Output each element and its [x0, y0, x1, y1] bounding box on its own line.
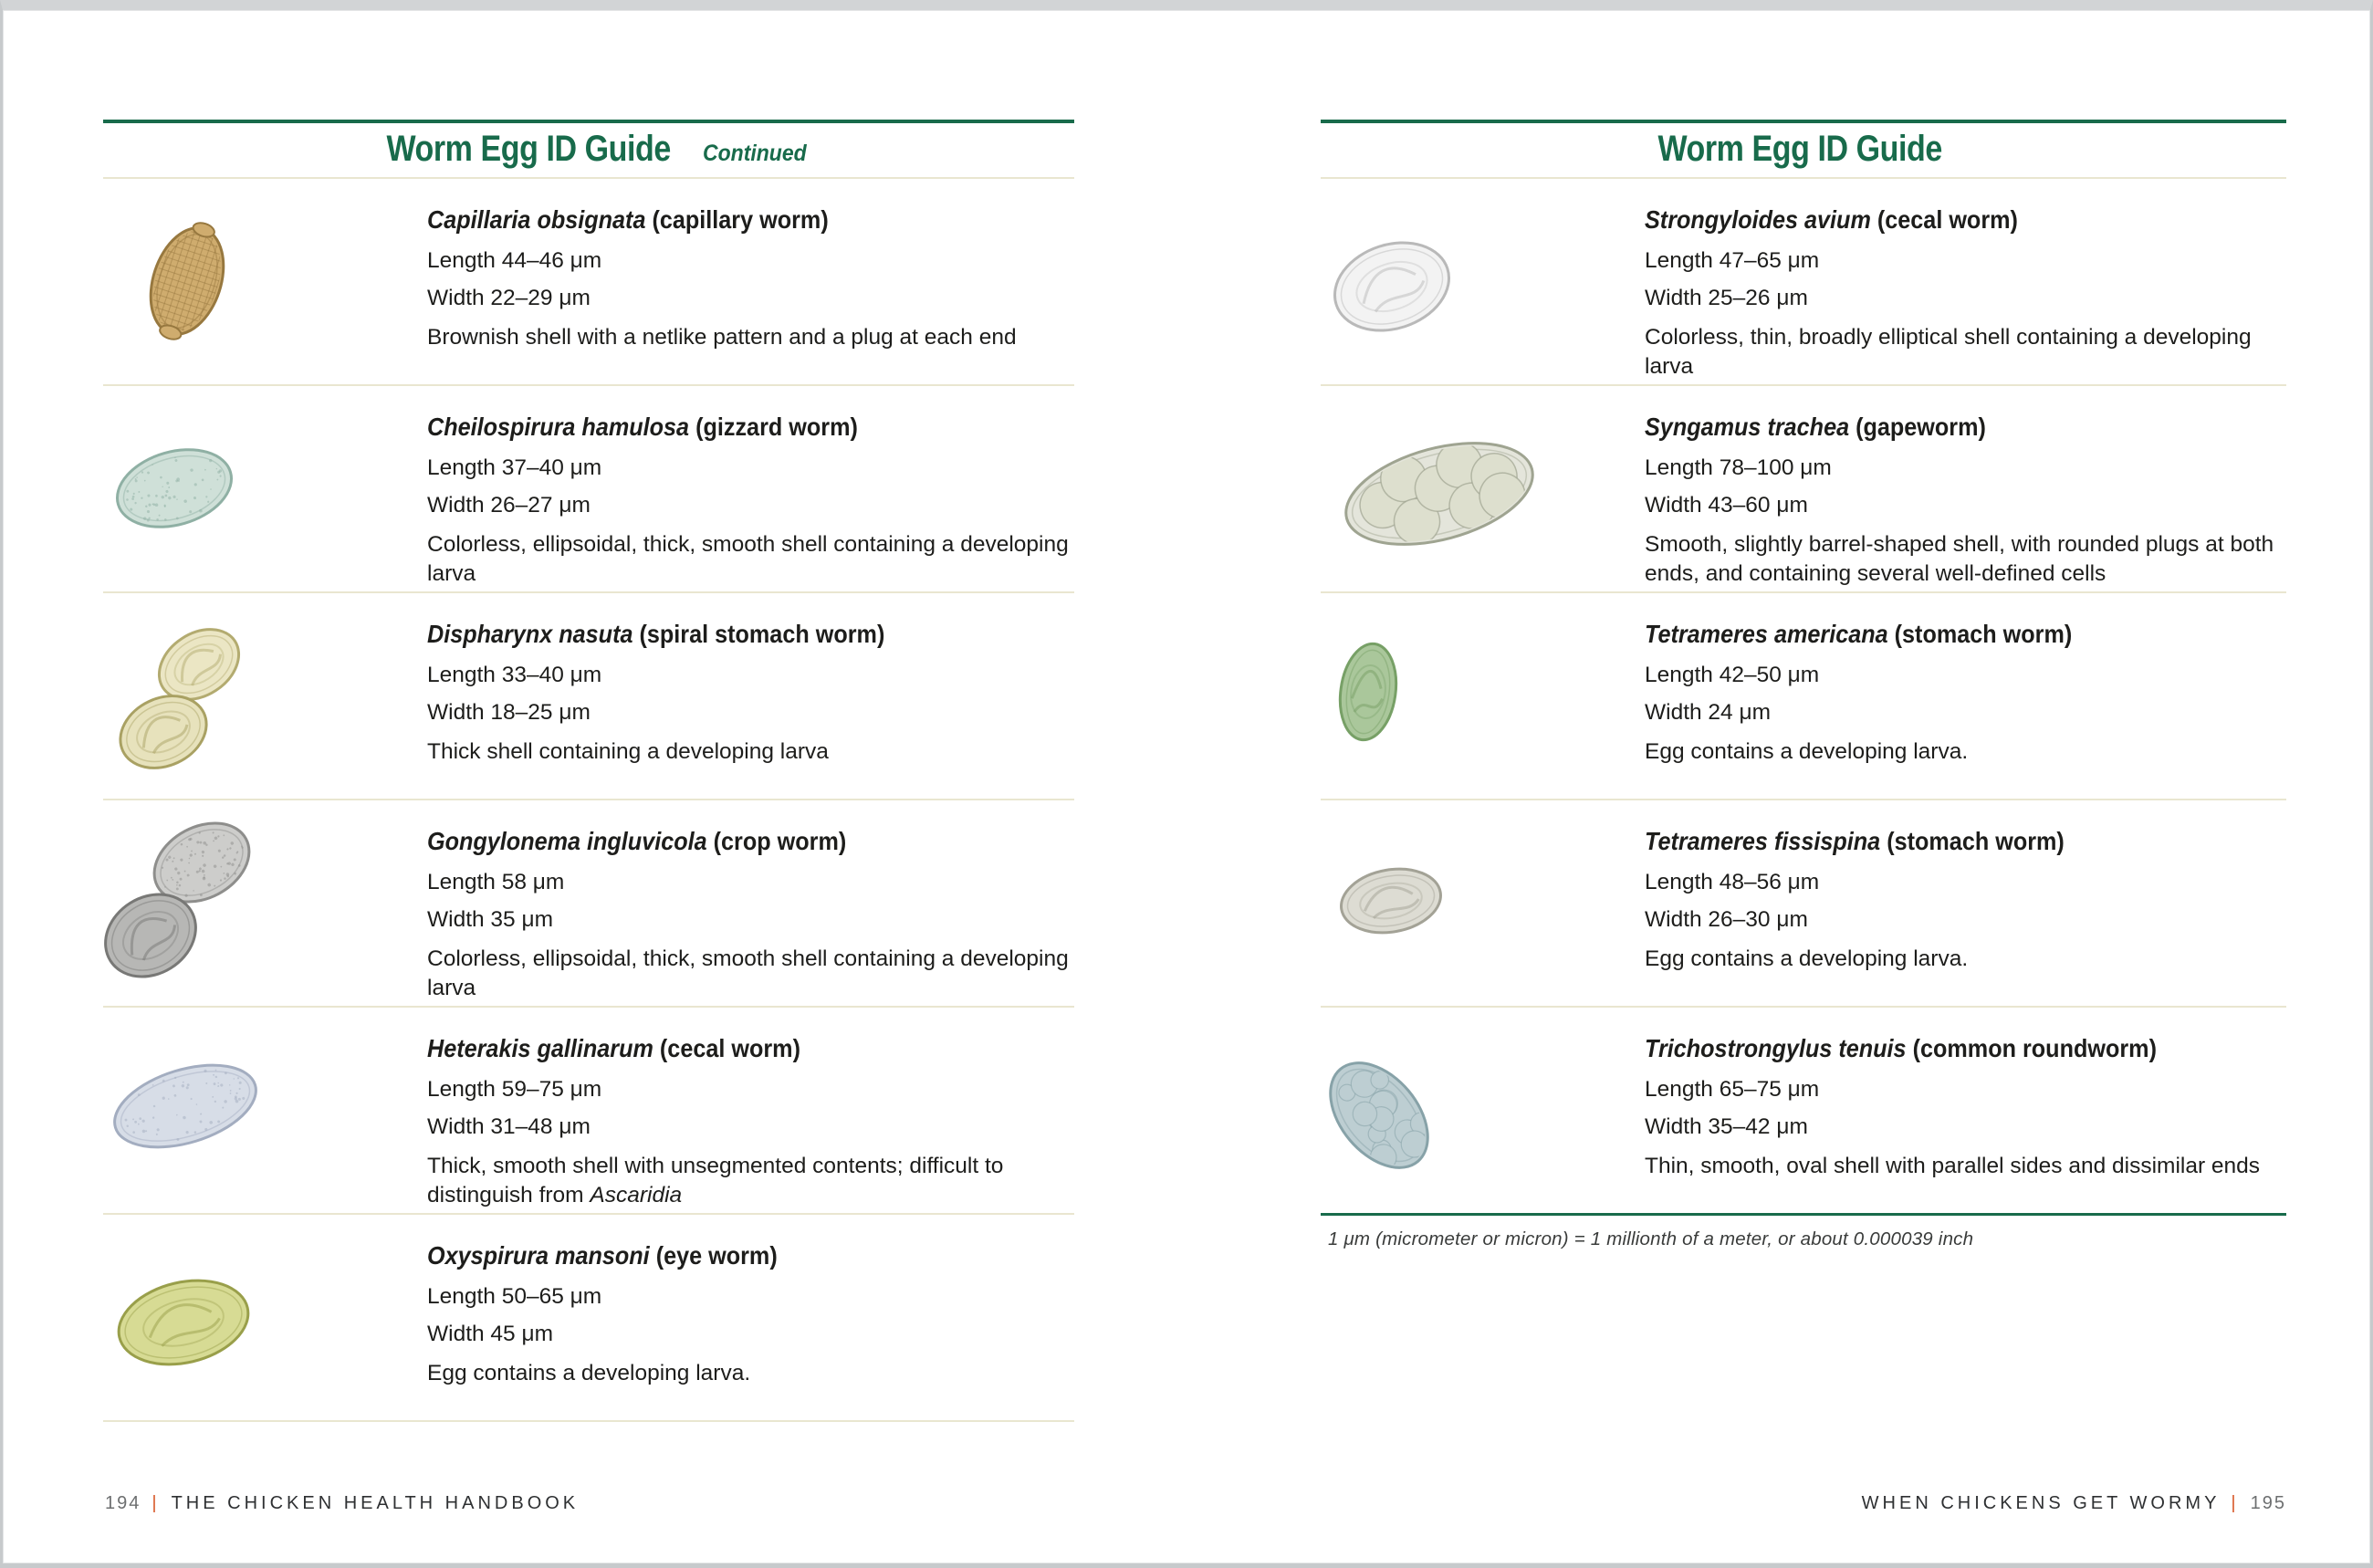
width-text: Width 26–30 μm [1645, 906, 1808, 932]
description-main: Colorless, thin, broadly elliptical shell containing a developing larva [1645, 325, 2252, 380]
entry-row [103, 1008, 1074, 1215]
width-text: Width 22–29 μm [427, 285, 591, 310]
description-text [427, 945, 1072, 1003]
entry-title [1645, 621, 2222, 649]
length-text: Length 33–40 μm [427, 662, 602, 687]
entry-title [427, 621, 1009, 649]
common-name: (capillary worm) [645, 205, 829, 234]
width-text: Width 25–26 μm [1645, 285, 1808, 310]
egg-illustration [1321, 179, 1645, 384]
common-name: (stomach worm) [1887, 620, 2073, 648]
entry-title [427, 1242, 1009, 1270]
egg-column [103, 386, 427, 591]
entry-text [427, 386, 1074, 591]
description-text [427, 737, 1072, 767]
entry-title [427, 206, 1009, 235]
common-name: (common roundworm) [1906, 1034, 2157, 1062]
common-name: (gapeworm) [1849, 413, 1986, 441]
species-name: Dispharynx nasuta [427, 620, 633, 648]
length-text: Length 48–56 μm [1645, 869, 1820, 894]
egg-illustration [103, 593, 427, 799]
left-page-header [103, 120, 1074, 179]
description-text [1645, 737, 2286, 767]
species-name: Tetrameres fissispina [1645, 827, 1881, 855]
length-text: Length 42–50 μm [1645, 662, 1820, 687]
entry-row [103, 179, 1074, 386]
width-text: Width 26–27 μm [427, 492, 591, 517]
entry-row [1321, 179, 2286, 386]
species-name: Strongyloides avium [1645, 205, 1871, 234]
footer-separator: | [152, 1493, 161, 1513]
entry-title [427, 1035, 1009, 1063]
description-text [427, 1152, 1072, 1210]
egg-illustration [103, 386, 427, 591]
egg-illustration [103, 179, 427, 384]
width-text: Width 45 μm [427, 1321, 554, 1346]
egg-column [1321, 179, 1645, 384]
description-main: Thick shell containing a developing larva [427, 739, 829, 765]
length-text: Length 59–75 μm [427, 1076, 602, 1102]
left-entries-list [103, 179, 1074, 1422]
left-page [103, 120, 1074, 1422]
micron-footnote: 1 μm (micrometer or micron) = 1 millionth of a meter, or about 0.000039 inch [1328, 1228, 1974, 1249]
description-text [427, 530, 1072, 589]
entry-text [1645, 386, 2286, 591]
chapter-title: WHEN CHICKENS GET WORMY [1861, 1493, 2221, 1513]
egg-illustration [103, 1215, 427, 1420]
description-main: Thin, smooth, oval shell with parallel sides and dissimilar ends [1645, 1154, 2261, 1179]
right-page-number: 195 [2250, 1493, 2286, 1513]
description-main: Colorless, ellipsoidal, thick, smooth shell containing a developing larva [427, 946, 1069, 1001]
length-text: Length 78–100 μm [1645, 455, 1832, 480]
description-main: Colorless, ellipsoidal, thick, smooth shell containing a developing larva [427, 532, 1069, 587]
entry-text [1645, 593, 2286, 799]
right-page [1321, 120, 2286, 1250]
common-name: (stomach worm) [1880, 827, 2065, 855]
egg-column [103, 593, 427, 799]
egg-column [1321, 800, 1645, 1006]
species-name: Syngamus trachea [1645, 413, 1850, 441]
description-text [427, 1359, 1072, 1388]
egg-illustration [1321, 1008, 1645, 1213]
common-name: (gizzard worm) [689, 413, 858, 441]
entry-text [427, 1215, 1074, 1420]
width-text: Width 43–60 μm [1645, 492, 1808, 517]
egg-column [1321, 593, 1645, 799]
width-text: Width 35–42 μm [1645, 1113, 1808, 1139]
left-page-footer [105, 1493, 579, 1514]
entry-row [103, 593, 1074, 800]
description-text [1645, 1152, 2286, 1181]
common-name: (crop worm) [706, 827, 847, 855]
entry-title [427, 828, 1009, 856]
width-text: Width 24 μm [1645, 699, 1772, 725]
common-name: (cecal worm) [653, 1034, 800, 1062]
description-text [1645, 945, 2286, 974]
egg-illustration [103, 1008, 427, 1213]
description-text [1645, 323, 2286, 382]
species-name: Gongylonema ingluvicola [427, 827, 707, 855]
egg-illustration [1321, 800, 1645, 1006]
width-text: Width 35 μm [427, 906, 554, 932]
description-text [1645, 530, 2286, 589]
entry-text [427, 179, 1074, 384]
egg-column [1321, 1008, 1645, 1213]
species-name: Cheilospirura hamulosa [427, 413, 690, 441]
egg-column [103, 1008, 427, 1213]
entry-row [103, 1215, 1074, 1422]
entry-row [103, 386, 1074, 593]
width-text: Width 31–48 μm [427, 1113, 591, 1139]
species-name: Tetrameres americana [1645, 620, 1888, 648]
egg-illustration [103, 800, 427, 1006]
length-text: Length 50–65 μm [427, 1283, 602, 1309]
description-italic: Ascaridia [590, 1183, 683, 1208]
entry-text [1645, 179, 2286, 384]
length-text: Length 47–65 μm [1645, 247, 1820, 273]
description-text [427, 323, 1072, 352]
description-main: Brownish shell with a netlike pattern and a plug at each end [427, 325, 1017, 350]
entry-row [1321, 593, 2286, 800]
entry-text [1645, 800, 2286, 1006]
egg-column [103, 179, 427, 384]
footer-separator: | [2231, 1493, 2240, 1513]
description-main: Egg contains a developing larva. [427, 1361, 751, 1386]
right-page-header [1321, 120, 2286, 179]
entry-text [427, 593, 1074, 799]
length-text: Length 58 μm [427, 869, 565, 894]
length-text: Length 44–46 μm [427, 247, 602, 273]
entry-row [1321, 386, 2286, 593]
species-name: Trichostrongylus tenuis [1645, 1034, 1907, 1062]
book-title: THE CHICKEN HEALTH HANDBOOK [171, 1493, 580, 1513]
guide-title: Worm Egg ID Guide [1657, 129, 1942, 169]
right-page-footer [1862, 1493, 2286, 1514]
egg-column [103, 800, 427, 1006]
entry-row [1321, 800, 2286, 1008]
egg-illustration [1321, 593, 1645, 799]
length-text: Length 37–40 μm [427, 455, 602, 480]
entry-title [1645, 413, 2222, 442]
egg-illustration [1321, 386, 1645, 591]
entry-title [1645, 206, 2222, 235]
left-page-number: 194 [105, 1493, 141, 1513]
entry-title [1645, 828, 2222, 856]
entry-text [427, 1008, 1074, 1213]
species-name: Oxyspirura mansoni [427, 1241, 650, 1270]
entry-text [1645, 1008, 2286, 1213]
entry-title [1645, 1035, 2222, 1063]
description-main: Thick, smooth shell with unsegmented contents; difficult to distinguish from [427, 1154, 1004, 1208]
length-text: Length 65–75 μm [1645, 1076, 1820, 1102]
description-main: Egg contains a developing larva. [1645, 946, 1969, 972]
egg-column [1321, 386, 1645, 591]
common-name: (eye worm) [649, 1241, 778, 1270]
right-entries-list [1321, 179, 2286, 1216]
entry-title [427, 413, 1009, 442]
entry-row [103, 800, 1074, 1008]
entry-row [1321, 1008, 2286, 1213]
description-main: Egg contains a developing larva. [1645, 739, 1969, 765]
guide-continued-label: Continued [703, 141, 808, 166]
entry-text [427, 800, 1074, 1006]
guide-title: Worm Egg ID Guide [386, 129, 671, 169]
common-name: (cecal worm) [1870, 205, 2018, 234]
species-name: Capillaria obsignata [427, 205, 646, 234]
species-name: Heterakis gallinarum [427, 1034, 653, 1062]
description-main: Smooth, slightly barrel-shaped shell, with rounded plugs at both ends, and containing several well-defined cells [1645, 532, 2274, 587]
common-name: (spiral stomach worm) [632, 620, 885, 648]
width-text: Width 18–25 μm [427, 699, 591, 725]
egg-column [103, 1215, 427, 1420]
